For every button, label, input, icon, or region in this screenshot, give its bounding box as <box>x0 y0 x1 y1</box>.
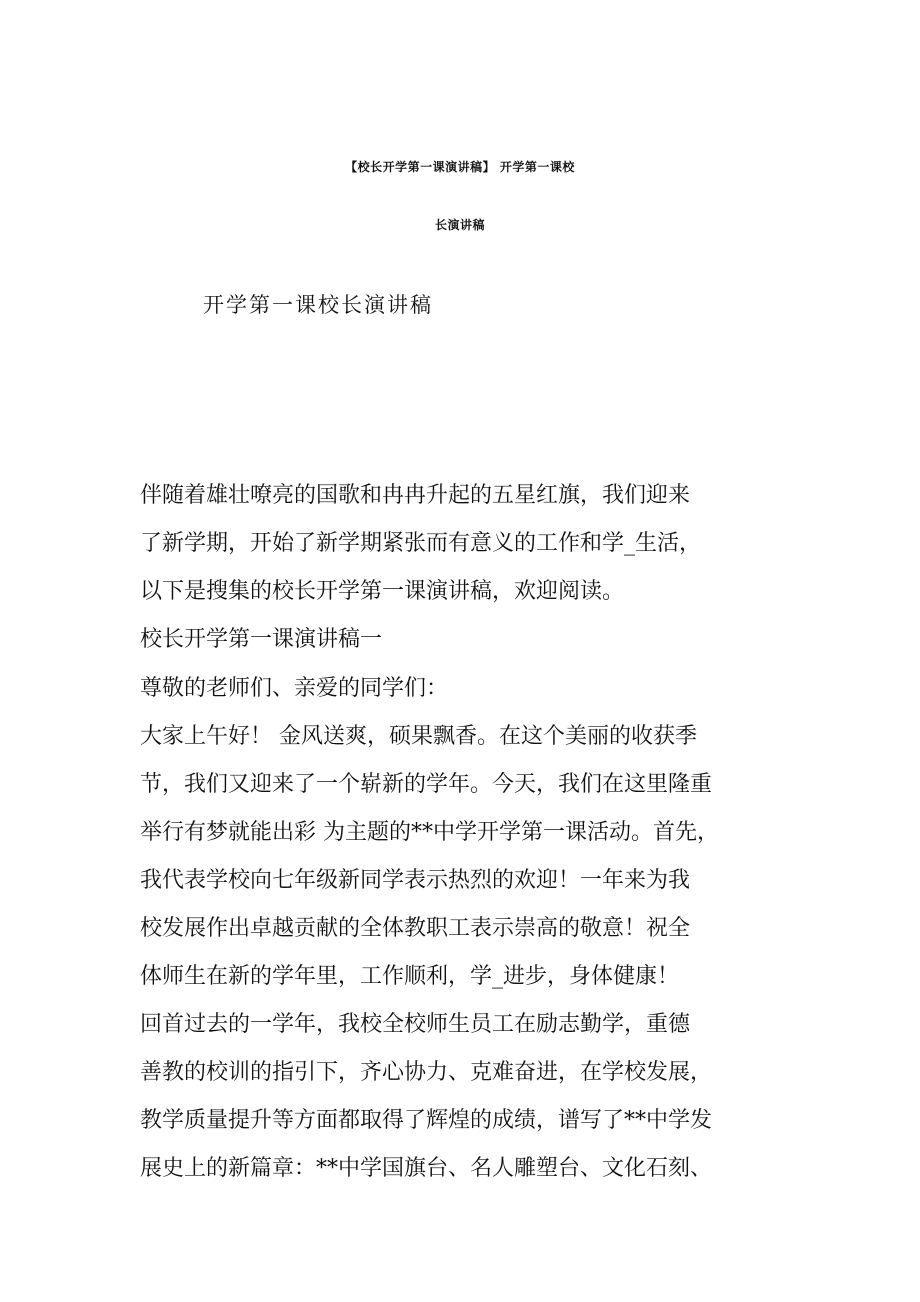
body-line: 大家上午好！ 金风送爽，硕果飘香。在这个美丽的收获季 <box>140 724 697 749</box>
body-line: 了新学期，开始了新学期紧张而有意义的工作和学_生活， <box>140 531 702 556</box>
body-line: 善教的校训的指引下，齐心协力、克难奋进，在学校发展， <box>140 1060 713 1085</box>
body-line: 以下是搜集的校长开学第一课演讲稿，欢迎阅读。 <box>140 579 625 604</box>
body-line: 校发展作出卓越贡献的全体教职工表示崇高的敬意！祝全 <box>140 916 691 941</box>
body-line: 举行有梦就能出彩 为主题的**中学开学第一课活动。首先， <box>140 820 719 845</box>
body-line: 教学质量提升等方面都取得了辉煌的成绩，谱写了**中学发 <box>140 1108 713 1133</box>
body-line: 节，我们又迎来了一个崭新的学年。今天，我们在这里隆重 <box>140 772 713 797</box>
salutation: 尊敬的老师们、亲爱的同学们： <box>140 676 449 701</box>
document-title-line-1: 【校长开学第一课演讲稿】 开学第一课校 <box>345 160 575 174</box>
document-subtitle: 开学第一课校长演讲稿 <box>203 293 433 317</box>
section-heading: 校长开学第一课演讲稿一 <box>140 627 383 652</box>
body-line: 回首过去的一学年，我校全校师生员工在励志勤学，重德 <box>140 1012 691 1037</box>
body-line: 伴随着雄壮嘹亮的国歌和冉冉升起的五星红旗，我们迎来 <box>140 483 691 508</box>
body-line: 体师生在新的学年里，工作顺利，学_进步，身体健康！ <box>140 964 680 989</box>
document-title-line-2: 长演讲稿 <box>434 218 485 232</box>
body-line: 我代表学校向七年级新同学表示热烈的欢迎！一年来为我 <box>140 868 691 893</box>
body-line: 展史上的新篇章：**中学国旗台、名人雕塑台、文化石刻、 <box>140 1156 713 1181</box>
